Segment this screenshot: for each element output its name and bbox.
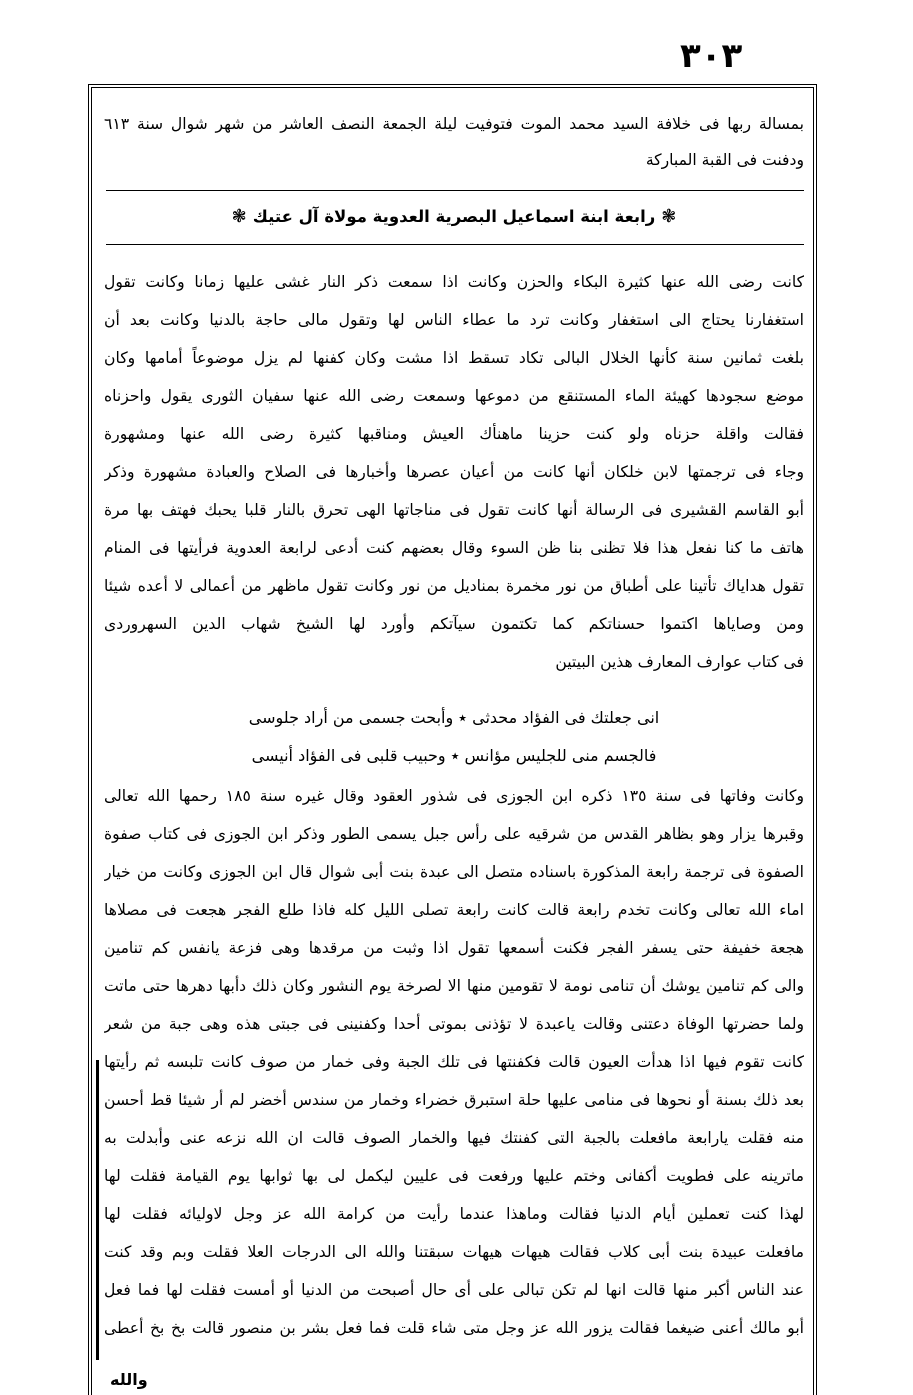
rule-above-heading bbox=[106, 190, 804, 191]
intro-paragraph bbox=[104, 104, 804, 184]
body-line: بلغت ثمانين سنة كأنها الخلال البالى تكاد تسقط اذا مشت وكان كفنها لم يزل موضوعاً أمامها وكان bbox=[104, 349, 804, 367]
rule-below-heading bbox=[106, 244, 804, 245]
body-line: ومن وصاياها اكتموا حسناتكم كما تكتمون سيآتكم وأورد لها الشيخ شهاب الدين السهروردى bbox=[104, 615, 804, 633]
body-line: هجعة خفيفة حتى يسفر الفجر فكنت أسمعها تقول اذا وثبت من مرقدها وهى فزعة يانفس كم تنامين bbox=[104, 939, 804, 957]
poetry-verse: فالجسم منى للجليس مؤانس ٭ وحبيب قلبى فى الفؤاد أنيسى bbox=[251, 746, 657, 765]
body-line: عند الناس أكبر منها قالت انها لم تكن تبالى على أى حال أصبحت من الدنيا أو أمست فقلت لها فما فعل bbox=[104, 1281, 804, 1299]
ornament-right-icon: ❃ bbox=[661, 206, 677, 227]
poetry-verse: انى جعلتك فى الفؤاد محدثى ٭ وأبحت جسمى من أراد جلوسى bbox=[248, 708, 660, 727]
body-line: هاتف ما كنا نفعل هذا فلا تظنى بنا ظن السوء وقال بعضهم كنت أدعى لرابعة العدوية فرأيتها فى المنام bbox=[104, 539, 804, 557]
body-line: مافعلت عبيدة بنت أبى كلاب فقالت هيهات هيهات سبقتنا والله الى الدرجات العلا فقلت وبم وقد كنت bbox=[104, 1243, 804, 1261]
body-line: تقول هداياك تأتينا على أطباق من نور مخمرة بمناديل من نور وكانت تقول ماظهر من أعمالى لا أعده شيئا bbox=[104, 577, 804, 595]
body-line: كانت رضى الله عنها كثيرة البكاء والحزن وكانت اذا سمعت ذكر النار غشى عليها زمانا وكانت تقول bbox=[104, 273, 804, 291]
heading-title: رابعة ابنة اسماعيل البصرية العدوية مولاة آل عتيك bbox=[252, 207, 656, 226]
body-line: فقالت واقلة حزناه ولو كنت حزينا ماهنأك العيش ومناقبها كثيرة رضى الله عنها ومشهورة bbox=[104, 425, 804, 443]
body-line: ولما حضرتها الوفاة دعتنى وقالت ياعبدة لا تؤذنى بموتى أحدا وكفنينى فى جبتى هذه وهى جبة من شعر bbox=[104, 1015, 804, 1033]
body-line: منه فقلت يارابعة مافعلت بالجبة التى كفنتك فيها والخمار الصوف قالت ان الله نزعه عنى وأبدلت به bbox=[104, 1129, 804, 1147]
body-line: وقبرها يزار وهو بظاهر القدس من شرقيه على رأس جبل يسمى الطور وذكر ابن الجوزى فى كتاب صفوة bbox=[104, 825, 804, 843]
body-line: أبو مالك أعنى ضيغما فقالت يزور الله عز وجل متى شاء قلت فما فعل بشر بن منصور قالت بخ بخ أعطى bbox=[104, 1319, 804, 1337]
body-line: وجاء فى ترجمتها لابن خلكان أنها كانت من أعيان عصرها وأخبارها فى الصلاح والعبادة مشهورة وذكر bbox=[104, 463, 804, 481]
body-line: وكانت وفاتها فى سنة ١٣٥ ذكره ابن الجوزى فى شذور العقود وقال غيره سنة ١٨٥ رحمها الله تعالى bbox=[104, 787, 804, 805]
body-line: ماترينه على فطويت أكفانى وختم عليها ورفعت فى عليين ليكمل لى بها ثوابها يوم القيامة فقلت لها bbox=[104, 1167, 804, 1185]
body-line: بعد ذلك بسنة أو نحوها فى منامى عليها حلة استبرق خضراء وخمار من سندس أخضر لم أر شيئا قط أحسن bbox=[104, 1091, 804, 1109]
body-line: اماء الله تعالى وكانت تخدم رابعة قالت كانت رابعة تصلى الليل كله فاذا طلع الفجر هجعت فى مصلاها bbox=[104, 901, 804, 919]
page-number: ٣٠٣ bbox=[680, 36, 743, 76]
section-heading bbox=[104, 194, 804, 240]
body-line: أبو القاسم القشيرى فى الرسالة أنها كانت تقول فى مناجاتها الهى تحرق بالنار قلبا يحبك فهتف بها مرة bbox=[104, 501, 804, 519]
body-line: الصفوة فى ترجمة رابعة المذكورة باسناده متصل الى عبدة بنت أبى شوال قال ابن الجوزى وكانت من خيار bbox=[104, 863, 804, 881]
body-line: استغفارنا يحتاج الى استغفار وكانت ترد ما عطاء الناس لها وتقول مالى حاجة بالدنيا وكانت بعد أن bbox=[104, 311, 804, 329]
ornament-left-icon: ❃ bbox=[231, 206, 247, 227]
body-line: موضع سجودها كهيئة الماء المستنقع من دموعها وسمعت رضى الله عنها سفيان الثورى يقول واحزناه bbox=[104, 387, 804, 405]
body-line: فى كتاب عوارف المعارف هذين البيتين bbox=[555, 653, 804, 671]
intro-line: ودفنت فى القبة المباركة bbox=[645, 151, 804, 169]
body-paragraph-1 bbox=[104, 262, 804, 702]
catchword: والله bbox=[110, 1370, 148, 1389]
body-line: والى كم تنامين يوشك أن تنامى نومة لا تقومين منها الا لصرخة يوم النشور وكان ذلك دأبها دهرها حتى ماتت bbox=[104, 977, 804, 995]
body-line: لهذا كنت تعملين أيام الدنيا فقالت وماهذا عندما رأيت من كرامة الله عز وجل لاوليائه فقلت لها bbox=[104, 1205, 804, 1223]
body-line: كانت تقوم فيها اذا هدأت العيون قالت فكفنتها فى تلك الجبة وفى خمار من صوف كانت تلبسه ثم رأيتها bbox=[104, 1053, 804, 1071]
body-paragraph-2 bbox=[104, 776, 804, 1366]
intro-line: بمسالة ربها فى خلافة السيد محمد الموت فتوفيت ليلة الجمعة النصف العاشر من شهر شوال سنة ٦١٣ bbox=[104, 115, 804, 133]
